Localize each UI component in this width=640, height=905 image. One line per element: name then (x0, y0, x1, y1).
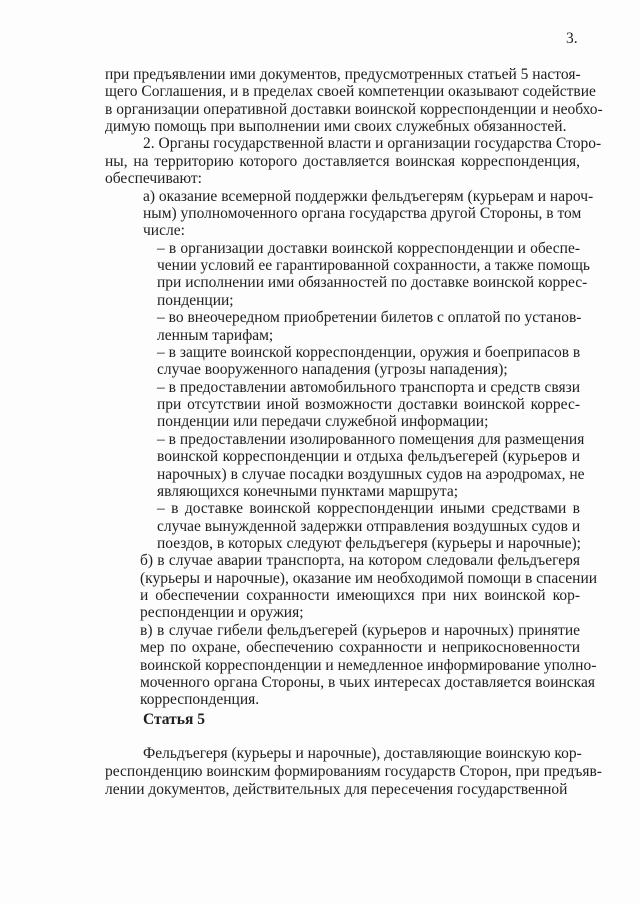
text-line: обеспечивают: (105, 170, 202, 188)
text-line: воинской корреспонденции и немедленное информирование уполно- (140, 656, 597, 674)
text-line: нарочных) в случае посадки воздушных судов на аэродромах, не (157, 465, 585, 483)
text-line: (курьеры и нарочные), оказание им необходимой помощи в спасении (140, 569, 598, 587)
text-line: – в предоставлении изолированного помещения для размещения (157, 430, 585, 448)
text-line: ным) уполномоченного органа государства другой Стороны, в том (143, 204, 582, 222)
text-line: – в организации доставки воинской корреспонденции и обеспе- (157, 239, 580, 257)
text-line: чении условий ее гарантированной сохранности, а также помощь (157, 257, 590, 275)
text-line: ны, на территорию которого доставляется воинская корреспонденция, (105, 152, 580, 170)
text-line: б) в случае аварии транспорта, на котором следовали фельдъегеря (140, 552, 580, 570)
text-line: щего Соглашения, и в пределах своей компетенции оказывают содействие (105, 83, 596, 101)
text-line: мер по охране, обеспечению сохранности и неприкосновенности (140, 639, 580, 657)
text-line: моченного органа Стороны, в чьих интересах доставляется воинская (140, 673, 595, 691)
text-line: и обеспечении сохранности имеющихся при них воинской кор- (140, 587, 580, 605)
text-line: случае вооруженного нападения (угрозы нападения); (157, 361, 508, 379)
text-line: понденции; (157, 291, 234, 309)
text-line: понденции или передачи служебной информации; (157, 413, 489, 431)
text-line: – в доставке воинской корреспонденции иными средствами в (157, 500, 580, 518)
text-line: при отсутствии иной возможности доставки воинской коррес- (157, 396, 580, 414)
text-line: респонденции и оружия; (140, 604, 304, 622)
text-line: – в защите воинской корреспонденции, оружия и боеприпасов в (157, 343, 581, 361)
text-line: в) в случае гибели фельдъегерей (курьеров и нарочных) принятие (140, 621, 580, 639)
text-line: воинской корреспонденции и отдыха фельдъегерей (курьеров и (157, 448, 580, 466)
text-line: 2. Органы государственной власти и организации государства Сторо- (143, 135, 602, 153)
text-line: в организации оперативной доставки воинской корреспонденции и необхо- (105, 100, 603, 118)
text-line: ленным тарифам; (157, 326, 274, 344)
text-line: корреспонденция. (140, 691, 260, 709)
page-number: 3. (566, 30, 578, 47)
article-heading: Статья 5 (143, 711, 205, 728)
text-line: при исполнении ими обязанностей по доставке воинской коррес- (157, 274, 588, 292)
text-line: – во внеочередном приобретении билетов с оплатой по установ- (157, 309, 582, 327)
text-line: лении документов, действительных для пересечения государственной (105, 781, 568, 798)
text-line: димую помощь при выполнении ими своих служебных обязанностей. (105, 118, 567, 136)
text-line: являющихся конечными пунктами маршрута; (157, 482, 459, 500)
text-line: респонденцию воинским формированиям государств Сторон, при предъяв- (105, 763, 602, 780)
text-line: – в предоставлении автомобильного транспорта и средств связи (157, 378, 580, 396)
text-line: а) оказание всемерной поддержки фельдъегерям (курьерам и нароч- (143, 187, 594, 205)
text-line: числе: (143, 222, 185, 240)
text-line: при предъявлении ими документов, предусмотренных статьей 5 настоя- (105, 66, 581, 83)
text-line: случае вынужденной задержки отправления воздушных судов и (157, 517, 581, 535)
text-line: поездов, в которых следуют фельдъегеря (курьеры и нарочные); (157, 534, 581, 552)
text-line: Фельдъегеря (курьеры и нарочные), доставляющие воинскую кор- (143, 745, 582, 762)
